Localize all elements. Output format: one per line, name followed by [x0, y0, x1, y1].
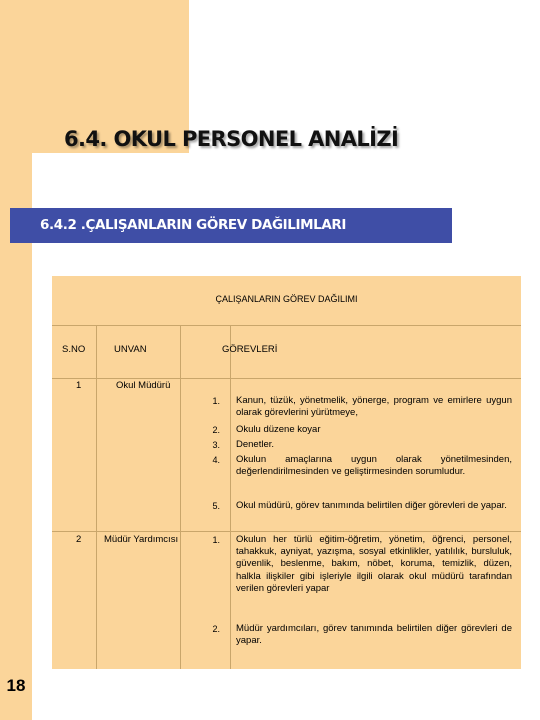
table-title: ÇALIŞANLARIN GÖREV DAĞILIMI [215, 294, 358, 304]
task-text: Okulun amaçlarına uygun olarak yönetilmesinden, değerlendirilmesinden ve geliştirmesinden sorumludur. [236, 454, 512, 478]
column-divider [180, 325, 181, 669]
task-number: 1. [212, 396, 220, 406]
column-divider [96, 325, 97, 669]
task-text: Kanun, tüzük, yönetmelik, yönerge, program ve emirlere uygun olarak görevlerini yürütmeye, [236, 395, 512, 419]
table-divider [52, 531, 521, 532]
page-title: 6.4. OKUL PERSONEL ANALİZİ [64, 127, 399, 151]
column-header-gorevler: GÖREVLERİ [222, 344, 278, 355]
row-1-unvan: Okul Müdürü [116, 380, 171, 391]
task-number: 1. [212, 535, 220, 545]
table-divider [52, 378, 521, 379]
task-text: Okul müdürü, görev tanımında belirtilen diğer görevleri de yapar. [236, 500, 507, 511]
task-text: Müdür yardımcıları, görev tanımında belirtilen diğer görevleri de yapar. [236, 623, 512, 647]
table-divider [52, 325, 521, 326]
task-number: 4. [212, 455, 220, 465]
task-number: 2. [212, 624, 220, 634]
row-2-unvan: Müdür Yardımcısı [104, 534, 179, 545]
task-text: Denetler. [236, 439, 275, 450]
task-text: Okulun her türlü eğitim-öğretim, yönetim, öğrenci, personel, tahakkuk, ayniyat, yazışma, sosyal etkinlikler, yatılılık, bursluluk, güvenlik, beslenme, bakım, nöbet, koruma, temizlik, düzen, halkla ilişkiler gibi işleriyle ilgili olarak okul müdürü tarafından verilen görevleri yapar [236, 534, 512, 594]
section-title: 6.4.2 .ÇALIŞANLARIN GÖREV DAĞILIMLARI [40, 217, 346, 233]
row-1-sno: 1 [76, 380, 82, 391]
row-2-sno: 2 [76, 534, 82, 545]
task-number: 5. [212, 501, 220, 511]
column-header-sno: S.NO [62, 344, 86, 355]
column-divider [230, 325, 231, 669]
column-header-unvan: UNVAN [114, 344, 147, 355]
page-number: 18 [6, 676, 26, 695]
task-number: 3. [212, 440, 220, 450]
task-text: Okulu düzene koyar [236, 424, 321, 435]
task-number: 2. [212, 425, 220, 435]
